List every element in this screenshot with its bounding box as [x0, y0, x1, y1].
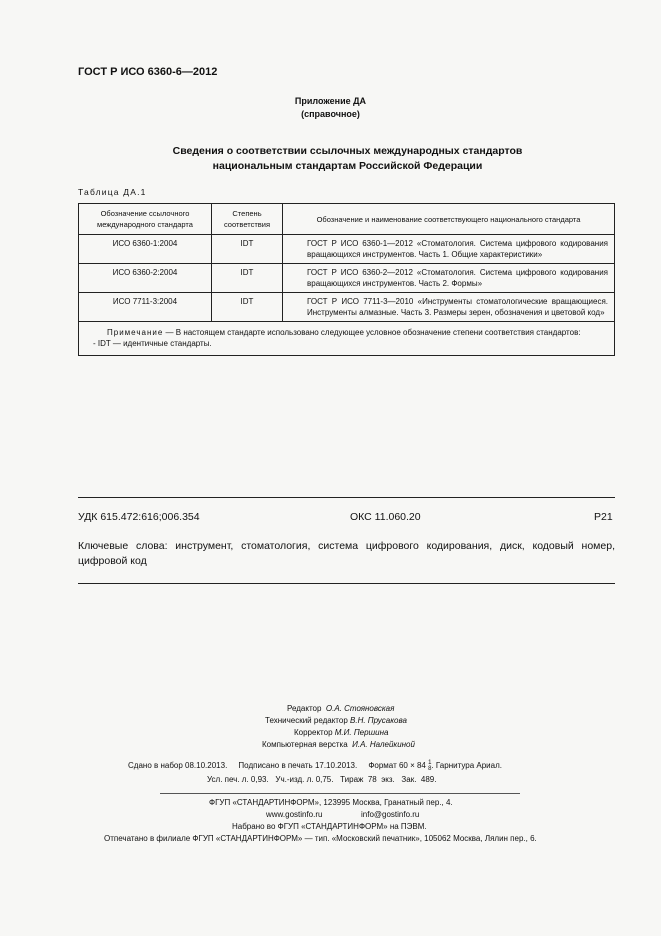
header-international-standard: Обозначение ссылочного международного стандарта	[79, 204, 212, 235]
row-ref: ИСО 7711-3:2004	[79, 293, 212, 322]
publisher-site: www.gostinfo.ru	[266, 810, 323, 819]
imprint-print-line-2: Усл. печ. л. 0,93. Уч.-изд. л. 0,75. Тираж 78 экз. Зак. 489.	[207, 775, 437, 784]
document-code: ГОСТ Р ИСО 6360-6—2012	[78, 66, 218, 78]
keywords: Ключевые слова: инструмент, стоматология, система цифрового кодирования, диск, кодовый номер, цифровой код	[78, 540, 615, 567]
row-national: ГОСТ Р ИСО 7711-3—2010 «Инструменты стоматологические вращающиеся. Инструменты алмазные. Часть 3. Размеры зерен, обозначения и цветовой код»	[307, 297, 608, 317]
table-header-row	[79, 204, 615, 235]
row-degree: IDT	[212, 264, 283, 293]
table-note-row	[79, 322, 615, 356]
imprint-divider	[160, 793, 520, 794]
publisher: ФГУП «СТАНДАРТИНФОРМ», 123995 Москва, Гранатный пер., 4.	[209, 798, 453, 807]
header-degree: Степень соответствия	[212, 204, 283, 235]
reference-table	[78, 203, 615, 356]
row-national: ГОСТ Р ИСО 6360-2—2012 «Стоматология. Система цифрового кодирования вращающихся инструментов. Часть 2. Формы»	[307, 268, 608, 288]
imprint-corrector: Корректор М.И. Першина	[294, 728, 389, 737]
imprint-tech-editor: Технический редактор В.Н. Прусакова	[265, 716, 407, 725]
classification-code: Р21	[594, 511, 613, 523]
note-label: Примечание	[107, 328, 164, 337]
heading-line-1: Сведения о соответствии ссылочных международных стандартов	[172, 145, 523, 157]
table-caption: Таблица ДА.1	[78, 187, 147, 197]
section-heading	[0, 144, 661, 174]
appendix-title: Приложение ДА	[294, 96, 367, 106]
heading-line-2: национальным стандартам Российской Федерации	[212, 160, 483, 172]
appendix-block	[0, 95, 661, 121]
format-fraction: 1 8	[428, 760, 432, 772]
appendix-subtitle: (справочное)	[301, 109, 360, 119]
row-national: ГОСТ Р ИСО 6360-1—2012 «Стоматология. Система цифрового кодирования вращающихся инструментов. Часть 1. Общие характеристики»	[307, 239, 608, 259]
table-row	[79, 235, 615, 264]
note-text: — В настоящем стандарте использовано следующее условное обозначение степени соответствия стандартов:	[163, 328, 581, 337]
divider-top	[78, 497, 615, 498]
row-degree: IDT	[212, 235, 283, 264]
typeset-note: Набрано во ФГУП «СТАНДАРТИНФОРМ» на ПЭВМ.	[232, 822, 427, 831]
imprint-print-line-1: Сдано в набор 08.10.2013. Подписано в печать 17.10.2013. Формат 60 × 84 1 8. Гарнитура Ариал.	[128, 760, 502, 772]
oks-code: ОКС 11.060.20	[350, 511, 421, 523]
imprint-editor: Редактор О.А. Стояновская	[287, 704, 395, 713]
publisher-email: info@gostinfo.ru	[361, 810, 420, 819]
row-ref: ИСО 6360-2:2004	[79, 264, 212, 293]
printed-note: Отпечатано в филиале ФГУП «СТАНДАРТИНФОРМ» — тип. «Московский печатник», 105062 Москва, Лялин пер., 6.	[104, 834, 537, 843]
header-national-standard: Обозначение и наименование соответствующего национального стандарта	[283, 204, 615, 235]
imprint-layout: Компьютерная верстка И.А. Налейкиной	[262, 740, 415, 749]
divider-bottom	[78, 583, 615, 584]
table-row	[79, 293, 615, 322]
table-row	[79, 264, 615, 293]
note-item: - IDT — идентичные стандарты.	[93, 339, 212, 348]
row-ref: ИСО 6360-1:2004	[79, 235, 212, 264]
table-note	[79, 322, 615, 356]
udc-code: УДК 615.472:616;006.354	[78, 511, 200, 523]
row-degree: IDT	[212, 293, 283, 322]
